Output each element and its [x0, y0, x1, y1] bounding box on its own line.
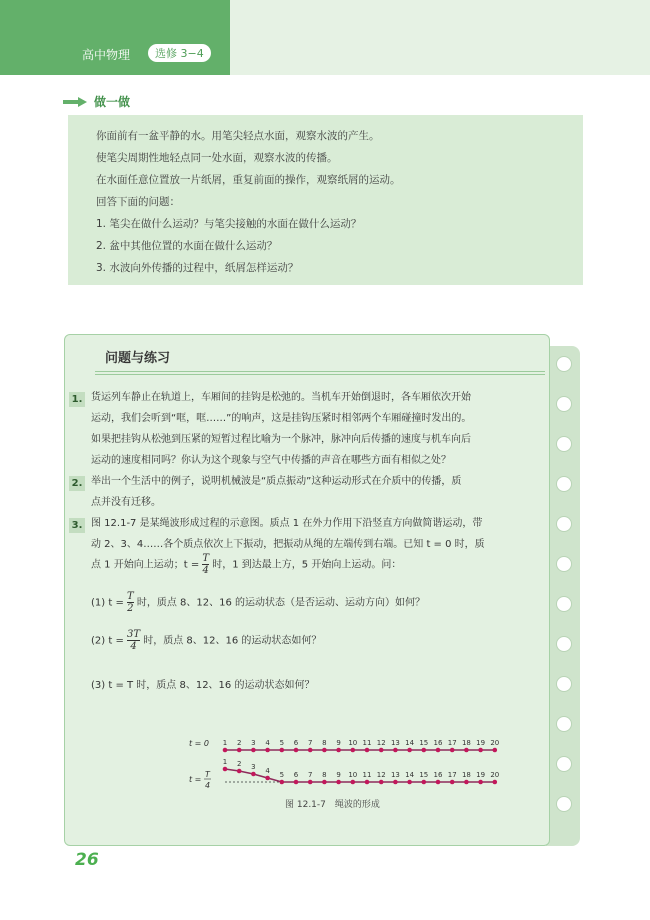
binder-hole — [556, 396, 572, 412]
rope-point — [336, 748, 341, 753]
rope-point — [308, 748, 313, 753]
point-label: 2 — [236, 760, 242, 768]
rope-point — [450, 748, 455, 753]
subquestion-2 — [91, 629, 321, 652]
rope-point — [237, 748, 242, 753]
point-label: 10 — [348, 771, 358, 779]
sub1-end: 时，质点 8、12、16 的运动状态（是否运动、运动方向）如何？ — [136, 597, 426, 609]
point-label: 8 — [322, 739, 327, 747]
question-line: 图 12.1-7 是某绳波形成过程的示意图。质点 1 在外力作用下沿竖直方向做简谐运动，带 — [91, 518, 483, 529]
point-label: 15 — [419, 771, 429, 779]
fraction-t-over-4 — [202, 553, 209, 576]
point-label: 14 — [405, 739, 415, 747]
binder-hole — [556, 756, 572, 772]
subquestion-1 — [91, 591, 425, 614]
point-label: 1 — [222, 739, 228, 747]
rope-point — [464, 748, 469, 753]
point-label: 18 — [461, 739, 471, 747]
binder-hole — [556, 516, 572, 532]
rope-point — [251, 772, 256, 777]
fraction-denominator: 2 — [127, 603, 134, 614]
rope-point — [436, 780, 441, 785]
rope-point — [351, 780, 356, 785]
activity-text — [96, 125, 401, 279]
fraction-denominator: 4 — [127, 640, 140, 652]
rope-point — [365, 748, 370, 753]
activity-line: 使笔尖周期性地轻点同一处水面，观察水波的传播。 — [96, 152, 338, 164]
rope-point — [308, 780, 313, 785]
point-label: 19 — [476, 739, 486, 747]
point-label: 17 — [447, 739, 457, 747]
question-line: 运动，我们会听到“哐，哐……”的响声，这是挂钩压紧时相邻两个车厢碰撞时发出的。 — [91, 413, 472, 424]
point-label: 5 — [279, 771, 285, 779]
rope-point — [493, 780, 498, 785]
rope-point — [265, 776, 270, 781]
binder-hole — [556, 716, 572, 732]
rope-point — [436, 748, 441, 753]
point-label: 9 — [336, 739, 341, 747]
arrow-icon — [62, 96, 88, 108]
question-line: 货运列车静止在轨道上，车厢间的挂钩是松弛的。当机车开始倒退时，各车厢依次开始 — [91, 392, 471, 403]
rope-point — [478, 780, 483, 785]
rope-point — [294, 748, 299, 753]
question-line: 举出一个生活中的例子，说明机械波是“质点振动”这种运动形式在介质中的传播，质 — [91, 476, 462, 487]
exercises-card — [64, 334, 550, 846]
subject-title: 高中物理 — [82, 48, 131, 62]
activity-heading-label: 做一做 — [94, 95, 131, 109]
rope-point — [422, 780, 427, 785]
rope-point — [379, 780, 384, 785]
rope-point — [422, 748, 427, 753]
point-label: 10 — [348, 739, 358, 747]
binder-tab-strip — [546, 346, 580, 846]
fraction-numerator: T — [202, 553, 210, 564]
rope-point — [336, 780, 341, 785]
row1-label: t = 0 — [189, 739, 210, 748]
question-line: 运动的速度相同吗？你认为这个现象与空气中传播的声音在哪些方面有相似之处？ — [91, 455, 451, 466]
rope-point — [464, 780, 469, 785]
activity-panel — [68, 115, 583, 285]
binder-hole — [556, 796, 572, 812]
point-label: 2 — [236, 739, 242, 747]
point-label: 4 — [265, 767, 270, 775]
rope-point — [351, 748, 356, 753]
point-label: 7 — [307, 771, 313, 779]
binder-hole — [556, 356, 572, 372]
point-label: 15 — [419, 739, 429, 747]
rope-point — [322, 748, 327, 753]
point-label: 16 — [433, 739, 443, 747]
question-2-text — [91, 471, 461, 513]
exercises-title: 问题与练习 — [105, 351, 171, 366]
question-line: 点并没有迁移。 — [91, 497, 161, 508]
point-label: 1 — [222, 758, 228, 766]
rope-point — [393, 780, 398, 785]
binder-hole — [556, 436, 572, 452]
fraction-3t-over-4 — [127, 629, 140, 652]
point-label: 13 — [390, 771, 400, 779]
point-label: 4 — [265, 739, 270, 747]
binder-hole — [556, 636, 572, 652]
activity-line: 3. 水波向外传播的过程中，纸屑怎样运动？ — [96, 262, 299, 274]
rope-point — [223, 767, 228, 772]
line3-end: 时，1 到达最上方，5 开始向上运动。问： — [212, 559, 402, 571]
header-left-block — [0, 0, 230, 75]
activity-line: 回答下面的问题： — [96, 196, 180, 208]
point-label: 8 — [322, 771, 327, 779]
question-3-line3 — [91, 553, 401, 576]
point-label: 19 — [476, 771, 486, 779]
question-1-text — [91, 387, 471, 471]
point-label: 20 — [490, 771, 500, 779]
sub2-start: (2) t = — [91, 635, 124, 647]
rope-point — [251, 748, 256, 753]
activity-heading — [62, 93, 130, 110]
activity-line: 2. 盆中其他位置的水面在做什么运动？ — [96, 240, 278, 252]
binder-hole — [556, 556, 572, 572]
row2-fraction-den: 4 — [205, 781, 211, 790]
point-label: 6 — [293, 771, 299, 779]
point-label: 7 — [307, 739, 313, 747]
point-label: 3 — [251, 739, 256, 747]
sub1-start: (1) t = — [91, 597, 124, 609]
rope-point — [265, 748, 270, 753]
question-number: 2. — [69, 476, 85, 491]
fraction-t-over-2 — [127, 591, 134, 614]
page-number: 26 — [75, 850, 99, 870]
rope-point — [478, 748, 483, 753]
rope-point — [450, 780, 455, 785]
point-label: 12 — [376, 739, 386, 747]
title-rule — [95, 371, 545, 372]
activity-line: 1. 笔尖在做什么运动？与笔尖接触的水面在做什么运动？ — [96, 218, 362, 230]
rope-point — [280, 780, 285, 785]
activity-line: 你面前有一盆平静的水。用笔尖轻点水面，观察水波的产生。 — [96, 130, 380, 142]
fraction-numerator: 3T — [127, 629, 141, 640]
row2-fraction-num: T — [205, 770, 210, 779]
rope-point — [223, 748, 228, 753]
binder-hole — [556, 476, 572, 492]
rope-point — [493, 748, 498, 753]
point-label: 14 — [405, 771, 415, 779]
title-rule — [95, 374, 545, 375]
point-label: 11 — [362, 771, 372, 779]
question-number: 3. — [69, 518, 85, 533]
row2-label: t = — [189, 775, 202, 784]
header-band — [0, 0, 650, 75]
fraction-denominator: 4 — [202, 565, 209, 576]
point-label: 20 — [490, 739, 500, 747]
point-label: 16 — [433, 771, 443, 779]
rope-point — [294, 780, 299, 785]
rope-point — [379, 748, 384, 753]
line3-start: 点 1 开始向上运动；t = — [91, 559, 200, 571]
rope-point — [393, 748, 398, 753]
point-label: 3 — [251, 763, 256, 771]
figure-caption: 图 12.1-7 绳波的形成 — [285, 800, 380, 810]
question-line: 如果把挂钩从松弛到压紧的短暂过程比喻为一个脉冲，脉冲向后传播的速度与机车向后 — [91, 434, 471, 445]
activity-line: 在水面任意位置放一片纸屑，重复前面的操作，观察纸屑的运动。 — [96, 174, 401, 186]
rope-point — [280, 748, 285, 753]
subquestion-3: (3) t = T 时，质点 8、12、16 的运动状态如何？ — [91, 680, 315, 691]
question-line: 动 2、3、4……各个质点依次上下振动，把振动从绳的左端传到右端。已知 t = 0 时，质 — [91, 539, 485, 550]
point-label: 11 — [362, 739, 372, 747]
point-label: 18 — [461, 771, 471, 779]
header-right-block — [230, 0, 650, 75]
rope-point — [407, 748, 412, 753]
rope-point — [365, 780, 370, 785]
point-label: 5 — [279, 739, 285, 747]
sub2-end: 时，质点 8、12、16 的运动状态如何？ — [143, 635, 322, 647]
volume-badge: 选修 3−4 — [148, 44, 211, 62]
point-label: 12 — [376, 771, 386, 779]
point-label: 9 — [336, 771, 341, 779]
question-number: 1. — [69, 392, 85, 407]
point-label: 13 — [390, 739, 400, 747]
binder-hole — [556, 596, 572, 612]
point-label: 6 — [293, 739, 299, 747]
fraction-numerator: T — [127, 591, 134, 602]
question-3-text — [91, 513, 485, 555]
rope-wave-figure — [185, 727, 505, 807]
rope-point — [407, 780, 412, 785]
rope-point — [237, 769, 242, 774]
rope-point — [322, 780, 327, 785]
binder-hole — [556, 676, 572, 692]
point-label: 17 — [447, 771, 457, 779]
